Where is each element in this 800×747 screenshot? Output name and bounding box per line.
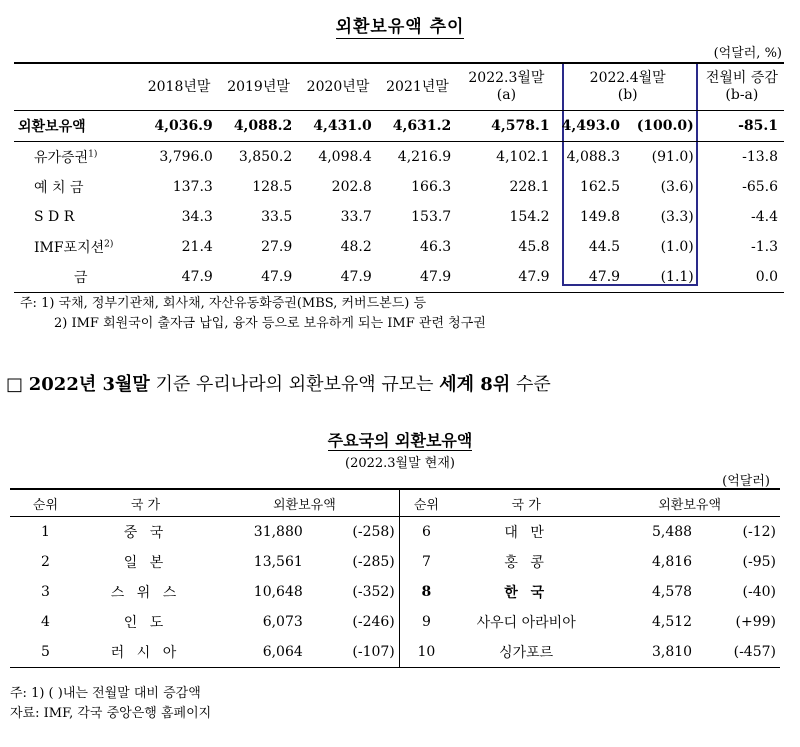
reserve-change: (-352): [352, 584, 395, 600]
table1-row: [14, 142, 784, 173]
reserve-change: (-285): [352, 554, 395, 570]
cell: 4,098.4: [318, 149, 372, 165]
header-country: 국 가: [81, 489, 210, 517]
cell: 4,036.9: [139, 111, 218, 142]
cell: 4,088.3: [566, 149, 621, 165]
reserve-change: (-246): [352, 614, 395, 630]
cell: 0.0: [700, 262, 784, 293]
table-row: [10, 577, 780, 607]
country: 싱가포르: [453, 637, 599, 668]
reserve-value: 6,073: [262, 614, 303, 630]
reserve-value: 3,810: [599, 637, 696, 668]
cell: -85.1: [700, 111, 784, 142]
cell: 128.5: [252, 179, 293, 195]
cell: 4,631.2: [378, 111, 457, 142]
rank: 10: [399, 637, 453, 668]
cell: 4,578.1: [457, 111, 555, 142]
rank: 6: [399, 517, 453, 548]
rank: 2: [41, 554, 50, 570]
reserve-value: 10,648: [253, 584, 303, 600]
rank-korea: 8: [399, 577, 453, 607]
table1-note-2: 2) IMF 회원국이 출자금 납입, 융자 등으로 보유하게 되는 IMF 관련 청구권: [54, 316, 486, 331]
cell: (3.3): [660, 209, 694, 225]
table1-title: 외환보유액 추이: [335, 17, 465, 37]
cell: 47.9: [556, 262, 626, 293]
reserve-value: 13,561: [253, 554, 303, 570]
table2-subtitle: (2022.3월말 현재): [345, 456, 455, 471]
rank: 5: [10, 637, 81, 668]
cell: 47.9: [139, 262, 218, 293]
rank: 1: [41, 524, 50, 540]
cell: -1.3: [751, 239, 778, 255]
cell: 166.3: [411, 179, 452, 195]
table1-note-1: 주: 1) 국채, 정부기관채, 회사채, 자산유동화증권(MBS, 커버드본드) 등: [20, 296, 427, 311]
table1-row: [14, 232, 784, 262]
rank: 9: [399, 607, 453, 637]
table2-header-row: [10, 489, 780, 517]
reserve-value: 4,578: [651, 584, 693, 600]
table1-header-col: 2020년말: [298, 63, 377, 111]
table-row: [10, 547, 780, 577]
cell: 48.2: [340, 239, 372, 255]
country: 중 국: [123, 525, 168, 541]
cell: 3,850.2: [238, 149, 293, 165]
reserve-value: 5,488: [651, 524, 693, 540]
country: 러 시 아: [81, 637, 210, 668]
cell: (1.0): [660, 239, 694, 255]
table1-header-col: 2021년말: [378, 63, 457, 111]
table1-unit: (억달러, %): [713, 46, 782, 61]
table2-unit: (억달러): [722, 474, 770, 489]
rank: 3: [41, 584, 50, 600]
row-label: 금: [14, 262, 139, 293]
table-row: [10, 517, 780, 548]
cell: 154.2: [509, 209, 550, 225]
table1-header-row: [14, 63, 784, 111]
cell: 228.1: [509, 179, 550, 195]
reserve-change: (-107): [307, 637, 399, 668]
table2-title: 주요국의 외환보유액: [327, 431, 473, 450]
header-rank: 순위: [10, 489, 81, 517]
cell: 47.9: [298, 262, 377, 293]
cell: 45.8: [518, 239, 550, 255]
cell: 33.5: [261, 209, 293, 225]
row-label: IMF포지션$^{2)}$: [34, 239, 114, 256]
row-label: S D R: [34, 209, 75, 225]
cell: 47.9: [457, 262, 555, 293]
cell: 202.8: [331, 179, 372, 195]
row-label: 외환보유액: [14, 111, 139, 142]
reserve-value: 31,880: [253, 524, 303, 540]
cell: 4,216.9: [397, 149, 452, 165]
rank: 7: [399, 547, 453, 577]
country: 대 만: [504, 525, 548, 541]
header-reserves: 외환보유액: [210, 489, 399, 517]
row-label: 예 치 금: [34, 180, 84, 196]
cell: (3.6): [660, 179, 694, 195]
reserve-change: (-95): [742, 554, 776, 570]
cell: 4,102.1: [496, 149, 550, 165]
table2-note-1: 주: 1) ( )내는 전월말 대비 증감액: [10, 686, 201, 701]
reserve-change: (-457): [696, 637, 780, 668]
table1-header-col: 2018년말: [139, 63, 218, 111]
reserve-change: (-40): [742, 584, 776, 600]
cell: -65.6: [742, 179, 778, 195]
table1-row-total: [14, 111, 784, 142]
cell: 47.9: [219, 262, 298, 293]
cell: 47.9: [378, 262, 457, 293]
cell: -4.4: [751, 209, 778, 225]
reserve-value: 4,816: [651, 554, 693, 570]
summary-sentence: □ 2022년 3월말 기준 우리나라의 외환보유액 규모는 세계 8위 수준: [6, 374, 551, 395]
country-korea: 한 국: [504, 585, 549, 601]
table1-row: [14, 262, 784, 293]
cell: 33.7: [340, 209, 372, 225]
reserves-trend-table: [14, 62, 784, 293]
cell: 137.3: [172, 179, 213, 195]
reserve-change: (-258): [352, 524, 395, 540]
cell: 162.5: [579, 179, 621, 195]
table1-header-col: 2019년말: [219, 63, 298, 111]
cell: (1.1): [626, 262, 700, 293]
cell: -13.8: [742, 149, 778, 165]
table1-header-col: 전월비 증감 (b-a): [700, 63, 784, 111]
reserve-value: 4,512: [651, 614, 693, 630]
reserve-value: 6,064: [210, 637, 307, 668]
cell: (100.0): [626, 111, 700, 142]
cell: 3,796.0: [159, 149, 213, 165]
table1-row: [14, 172, 784, 202]
country: 홍 콩: [504, 555, 548, 571]
country: 일 본: [123, 555, 168, 571]
cell: 44.5: [588, 239, 621, 255]
table-row: [10, 607, 780, 637]
table1-header-col: 2022.3월말 (a): [457, 63, 555, 111]
header-rank: 순위: [399, 489, 453, 517]
cell: 4,088.2: [219, 111, 298, 142]
country: 인 도: [123, 615, 168, 631]
table1-header-blank: [14, 63, 139, 111]
cell: 149.8: [579, 209, 621, 225]
row-label: 유가증권$^{1)}$: [34, 149, 98, 166]
cell: 4,493.0: [556, 111, 626, 142]
cell: (91.0): [651, 149, 694, 165]
country-ranking-table: [10, 488, 780, 668]
table1-row: [14, 202, 784, 232]
cell: 27.9: [261, 239, 293, 255]
table-row: [10, 637, 780, 668]
header-reserves: 외환보유액: [599, 489, 780, 517]
cell: 21.4: [181, 239, 213, 255]
cell: 153.7: [411, 209, 452, 225]
cell: 34.3: [181, 209, 213, 225]
country: 사우디 아라비아: [476, 615, 576, 631]
rank: 4: [41, 614, 50, 630]
table1-header-col: 2022.4월말 (b): [556, 63, 700, 111]
cell: 46.3: [420, 239, 452, 255]
header-country: 국 가: [453, 489, 599, 517]
reserve-change: (+99): [735, 614, 776, 630]
country: 스 위 스: [110, 585, 181, 601]
cell: 4,431.0: [298, 111, 377, 142]
table2-source: 자료: IMF, 각국 중앙은행 홈페이지: [10, 706, 212, 721]
reserve-change: (-12): [742, 524, 776, 540]
